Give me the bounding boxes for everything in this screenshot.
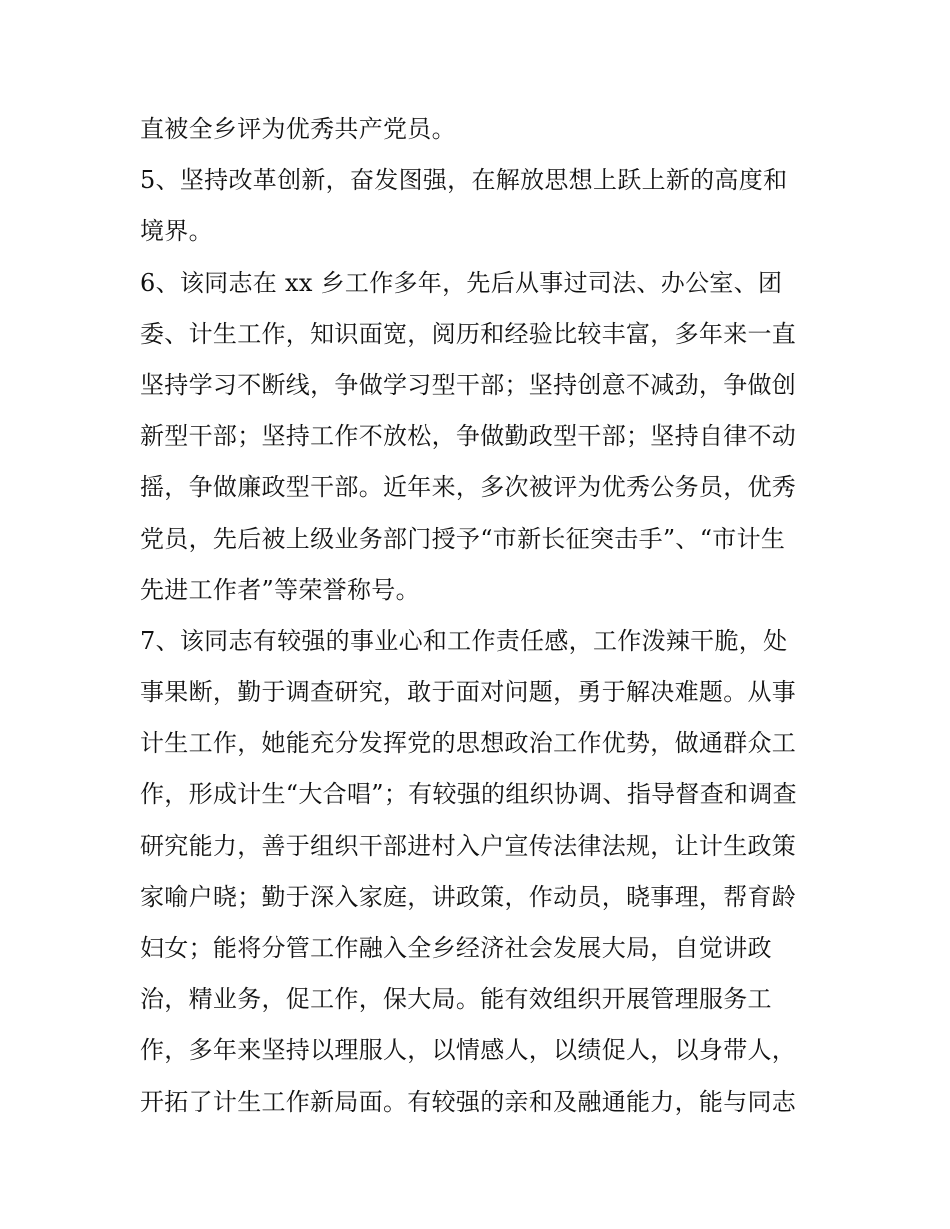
- text-line: 事果断，勤于调查研究，敢于面对问题，勇于解决难题。从事: [140, 678, 797, 707]
- text-line: 开拓了计生工作新局面。有较强的亲和及融通能力，能与同志: [140, 1087, 797, 1116]
- text-line: 新型干部；坚持工作不放松，争做勤政型干部；坚持自律不动: [140, 422, 797, 451]
- text-line: 计生工作，她能充分发挥党的思想政治工作优势，做通群众工: [140, 729, 797, 758]
- text-line: 坚持学习不断线，争做学习型干部；坚持创意不减劲，争做创: [140, 370, 797, 399]
- text-line: 党员，先后被上级业务部门授予“市新长征突击手”、“市计生: [140, 524, 786, 553]
- text-line: 直被全乡评为优秀共产党员。: [140, 115, 456, 143]
- text-line: 家喻户晓；勤于深入家庭，讲政策，作动员，晓事理，帮育龄: [140, 882, 797, 911]
- text-line: 先进工作者”等荣誉称号。: [140, 575, 420, 604]
- text-line: 7、该同志有较强的事业心和工作责任感，工作泼辣干脆，处: [140, 626, 788, 655]
- text-line: 治，精业务，促工作，保大局。能有效组织开展管理服务工: [140, 985, 772, 1014]
- text-line: 委、计生工作，知识面宽，阅历和经验比较丰富，多年来一直: [140, 319, 797, 348]
- text-line: 摇，争做廉政型干部。近年来，多次被评为优秀公务员，优秀: [140, 473, 797, 502]
- text-line: 作，多年来坚持以理服人，以情感人，以绩促人，以身带人，: [140, 1036, 797, 1065]
- document-body: [140, 104, 820, 1128]
- text-line: 妇女；能将分管工作融入全乡经济社会发展大局，自觉讲政: [140, 934, 772, 962]
- text-line: 5、坚持改革创新，奋发图强，在解放思想上跃上新的高度和: [140, 166, 788, 195]
- text-line: 境界。: [140, 217, 213, 246]
- text-line: 作，形成计生“大合唱”；有较强的组织协调、指导督查和调查: [140, 780, 797, 809]
- text-line: 研究能力，善于组织干部进村入户宣传法律法规，让计生政策: [140, 831, 797, 860]
- text-line: 6、该同志在 xx 乡工作多年，先后从事过司法、办公室、团: [140, 268, 783, 297]
